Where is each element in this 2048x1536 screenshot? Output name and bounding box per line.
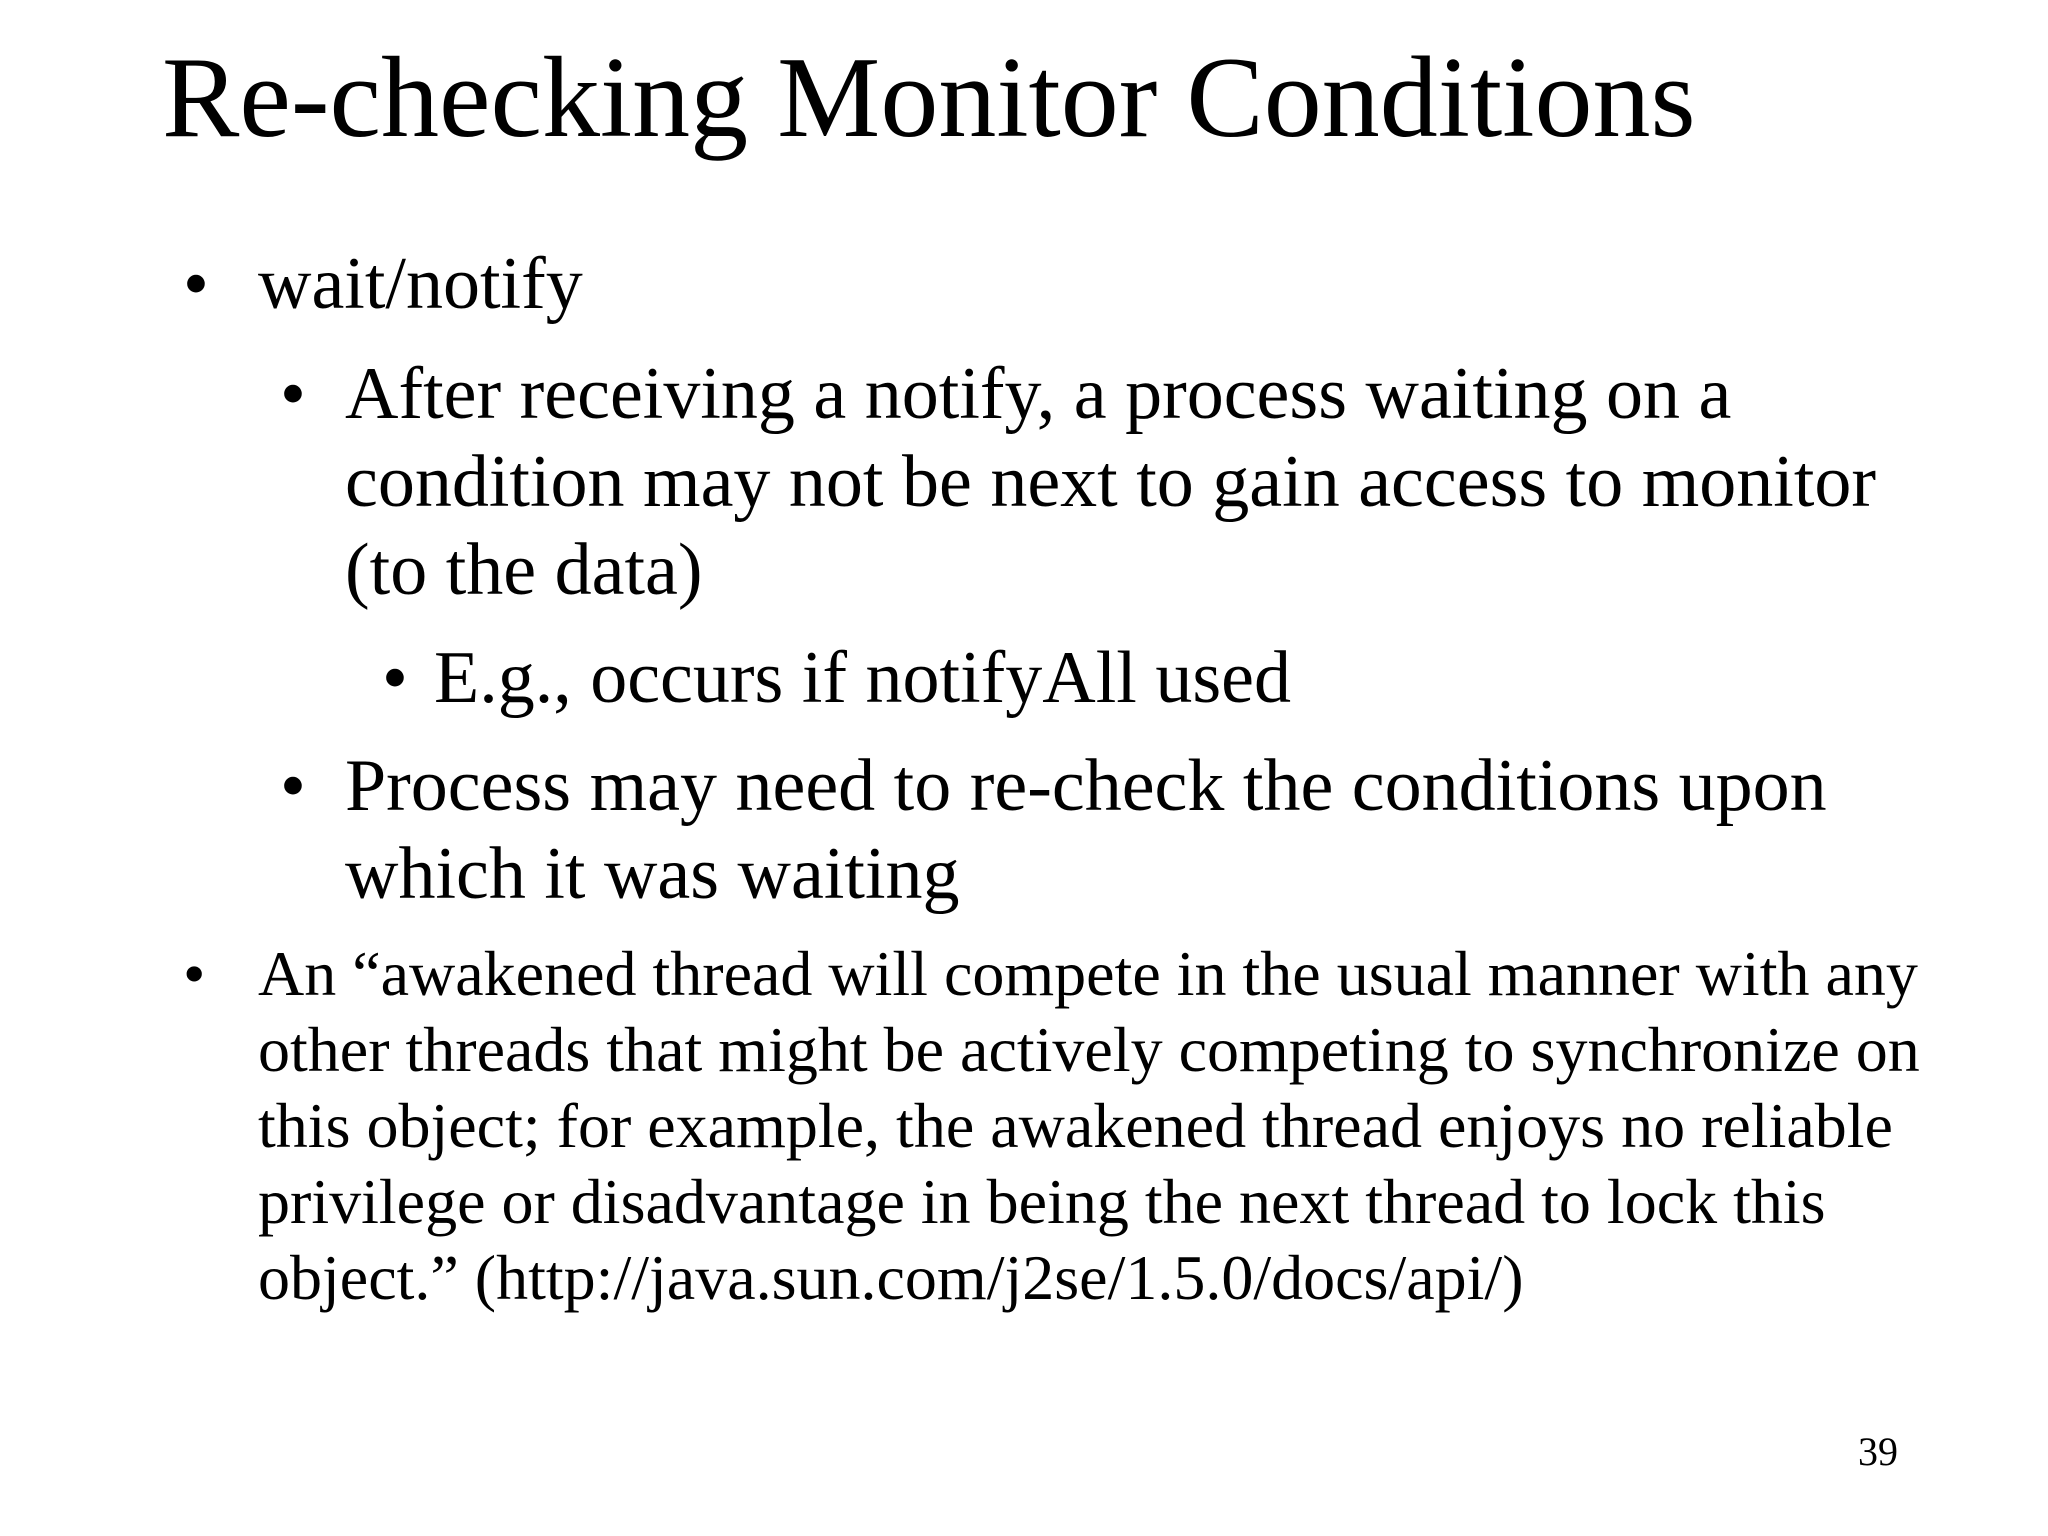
- bullet-dot: •: [183, 243, 209, 325]
- sub-bullet-recheck: [280, 742, 1920, 918]
- bullet-dot: •: [280, 745, 306, 827]
- bullet-quote: [183, 936, 1923, 1316]
- bullet-text: An “awakened thread will compete in the usual manner with any other threads that might be actively competing to synchronize on this object; for example, the awakened thread enjoys no reliable privilege or disadvantage in being the next thread to lock this object.” (http://java.sun.com/j2se/1.5.0/docs/api/): [258, 938, 1920, 1313]
- sub-sub-bullet-example: [382, 634, 1291, 722]
- bullet-text: After receiving a notify, a process waiting on a condition may not be next to gain access to monitor (to the data): [345, 353, 1877, 611]
- slide-title: Re-checking Monitor Conditions: [162, 34, 1696, 162]
- bullet-text: Process may need to re-check the conditions upon which it was waiting: [345, 745, 1827, 915]
- bullet-dot: •: [280, 353, 306, 435]
- bullet-text: wait/notify: [258, 243, 583, 325]
- page-number: 39: [1858, 1429, 1898, 1474]
- bullet-wait-notify: [183, 240, 583, 328]
- bullet-text: E.g., occurs if notifyAll used: [434, 637, 1291, 719]
- sub-bullet-after-notify: [280, 350, 1920, 614]
- bullet-dot: •: [183, 938, 206, 1009]
- bullet-dot: •: [382, 637, 408, 719]
